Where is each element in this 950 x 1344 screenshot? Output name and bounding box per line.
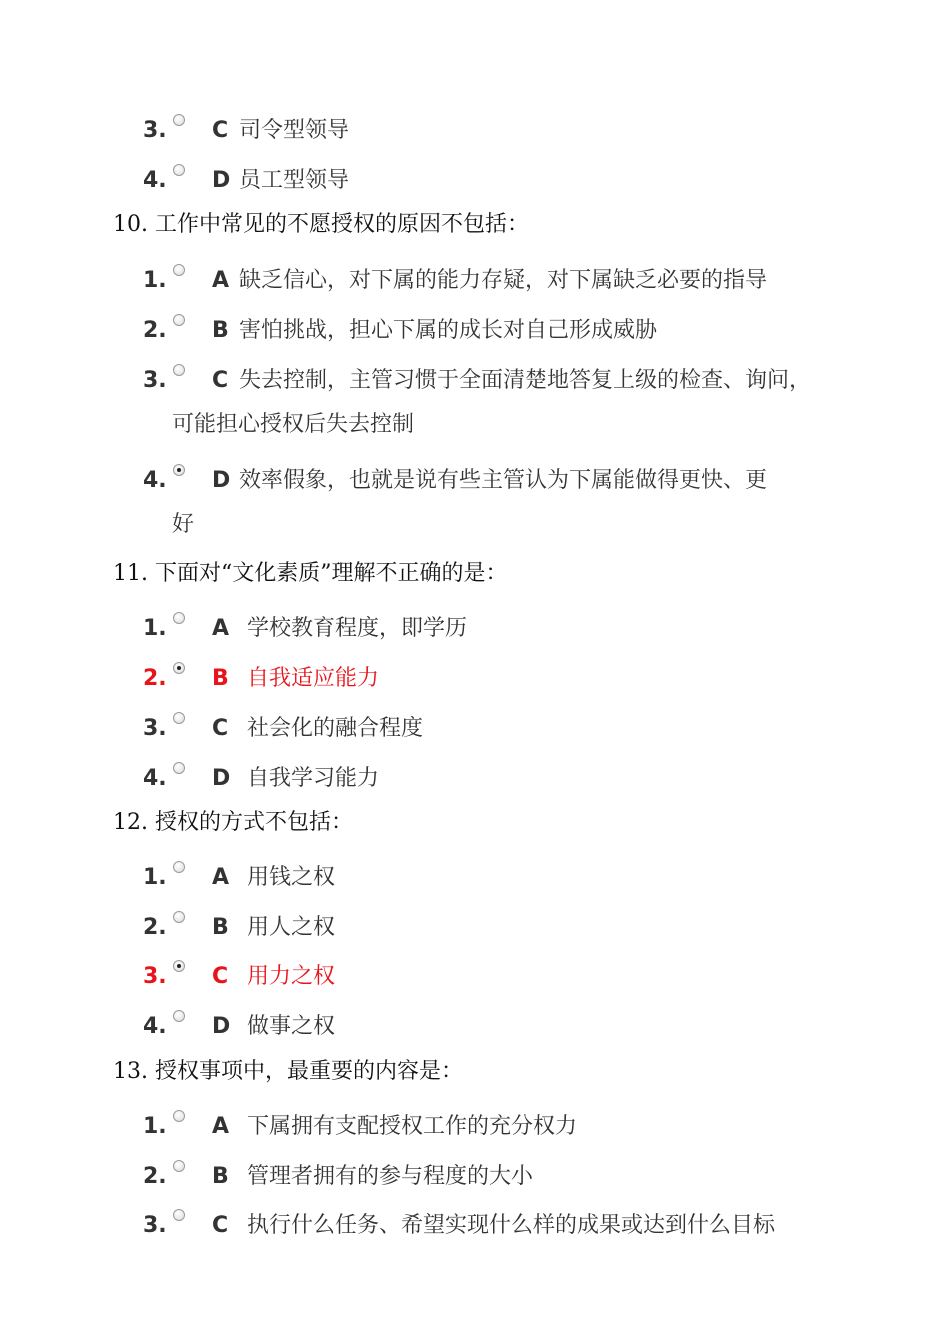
option-number: 1. xyxy=(143,865,167,890)
option-number: 4. xyxy=(143,468,167,493)
option-letter: A xyxy=(212,1114,230,1139)
option-number: 3. xyxy=(143,964,167,989)
radio-button[interactable] xyxy=(173,861,185,873)
option-number: 2. xyxy=(143,1164,167,1189)
option-text: 自我适应能力 xyxy=(247,666,380,691)
option-letter: A xyxy=(212,865,230,890)
option-letter: C xyxy=(212,118,229,143)
option-text: 下属拥有支配授权工作的充分权力 xyxy=(247,1114,578,1139)
option-row[interactable] xyxy=(143,364,923,394)
option-text: 学校教育程度，即学历 xyxy=(247,616,468,641)
radio-button[interactable] xyxy=(173,264,185,276)
option-number: 3. xyxy=(143,1213,167,1238)
option-text-continued: 可能担心授权后失去控制 xyxy=(172,412,415,437)
radio-button[interactable] xyxy=(173,762,185,774)
option-text: 缺乏信心，对下属的能力存疑，对下属缺乏必要的指导 xyxy=(239,268,768,293)
option-number: 1. xyxy=(143,1114,167,1139)
option-letter: A xyxy=(212,268,230,293)
option-text: 失去控制，主管习惯于全面清楚地答复上级的检查、询问， xyxy=(239,368,812,393)
option-letter: D xyxy=(212,1014,231,1039)
option-letter: C xyxy=(212,964,229,989)
option-letter: B xyxy=(212,915,229,940)
option-number: 4. xyxy=(143,168,167,193)
option-row[interactable] xyxy=(143,911,923,941)
option-letter: A xyxy=(212,616,230,641)
radio-button[interactable] xyxy=(173,164,185,176)
option-number: 4. xyxy=(143,1014,167,1039)
option-number: 1. xyxy=(143,616,167,641)
option-letter: B xyxy=(212,666,229,691)
option-text: 做事之权 xyxy=(247,1014,336,1039)
radio-button[interactable] xyxy=(173,712,185,724)
radio-button[interactable] xyxy=(173,612,185,624)
option-number: 2. xyxy=(143,915,167,940)
option-letter: C xyxy=(212,1213,229,1238)
option-number: 1. xyxy=(143,268,167,293)
radio-button[interactable] xyxy=(173,1010,185,1022)
option-text: 用力之权 xyxy=(247,964,336,989)
option-letter: D xyxy=(212,766,231,791)
question-title: 12. 授权的方式不包括： xyxy=(113,810,353,835)
option-row[interactable] xyxy=(143,114,923,144)
option-row[interactable] xyxy=(143,164,923,194)
option-number: 3. xyxy=(143,118,167,143)
option-number: 3. xyxy=(143,716,167,741)
option-letter: D xyxy=(212,168,231,193)
option-row[interactable] xyxy=(143,1160,923,1190)
option-text: 员工型领导 xyxy=(239,168,350,193)
radio-button[interactable] xyxy=(173,114,185,126)
option-text: 自我学习能力 xyxy=(247,766,380,791)
option-number: 3. xyxy=(143,368,167,393)
option-row[interactable] xyxy=(143,264,923,294)
option-text: 管理者拥有的参与程度的大小 xyxy=(247,1164,534,1189)
option-text: 社会化的融合程度 xyxy=(247,716,424,741)
option-text: 用人之权 xyxy=(247,915,336,940)
option-row-highlighted[interactable] xyxy=(143,662,923,692)
option-letter: B xyxy=(212,1164,229,1189)
option-text: 害怕挑战，担心下属的成长对自己形成威胁 xyxy=(239,318,658,343)
option-row[interactable] xyxy=(143,1010,923,1040)
option-row[interactable] xyxy=(143,762,923,792)
option-number: 4. xyxy=(143,766,167,791)
question-title: 10. 工作中常见的不愿授权的原因不包括： xyxy=(113,212,529,237)
option-number: 2. xyxy=(143,666,167,691)
option-letter: D xyxy=(212,468,231,493)
option-letter: C xyxy=(212,368,229,393)
question-title: 13. 授权事项中，最重要的内容是： xyxy=(113,1059,463,1084)
radio-button[interactable] xyxy=(173,314,185,326)
option-text: 效率假象，也就是说有些主管认为下属能做得更快、更 xyxy=(239,468,768,493)
question-title: 11. 下面对“文化素质”理解不正确的是： xyxy=(113,561,508,586)
option-letter: C xyxy=(212,716,229,741)
option-row-highlighted[interactable] xyxy=(143,960,923,990)
option-row[interactable] xyxy=(143,464,923,494)
option-row[interactable] xyxy=(143,712,923,742)
radio-button-selected[interactable] xyxy=(173,464,185,476)
option-text: 用钱之权 xyxy=(247,865,336,890)
radio-button[interactable] xyxy=(173,1160,185,1172)
option-row[interactable] xyxy=(143,314,923,344)
radio-button[interactable] xyxy=(173,1209,185,1221)
option-text: 执行什么任务、希望实现什么样的成果或达到什么目标 xyxy=(247,1213,776,1238)
option-text: 司令型领导 xyxy=(239,118,350,143)
option-number: 2. xyxy=(143,318,167,343)
radio-button[interactable] xyxy=(173,911,185,923)
option-text-continued: 好 xyxy=(172,512,195,537)
radio-button-selected[interactable] xyxy=(173,662,185,674)
option-row[interactable] xyxy=(143,1209,923,1239)
radio-button[interactable] xyxy=(173,364,185,376)
option-row[interactable] xyxy=(143,1110,923,1140)
radio-button[interactable] xyxy=(173,1110,185,1122)
option-row[interactable] xyxy=(143,612,923,642)
option-letter: B xyxy=(212,318,229,343)
radio-button-selected[interactable] xyxy=(173,960,185,972)
option-row[interactable] xyxy=(143,861,923,891)
